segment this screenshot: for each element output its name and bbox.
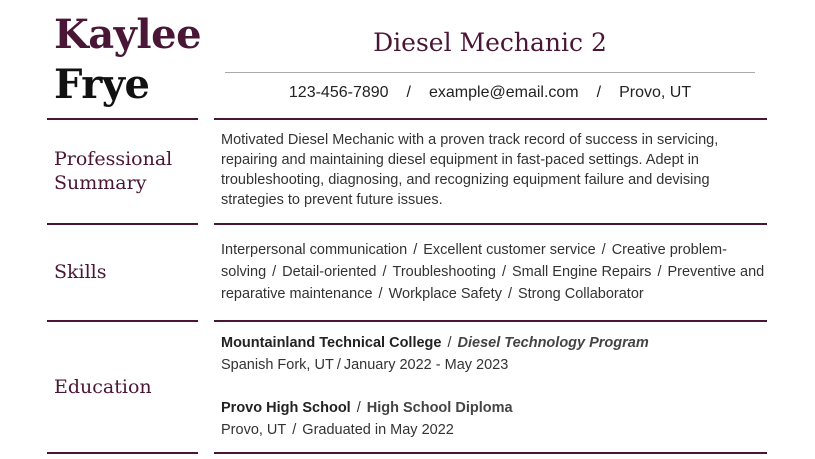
candidate-first-name: Kaylee bbox=[54, 11, 202, 58]
school-name: Provo High School bbox=[221, 400, 351, 416]
bottom-rule-left bbox=[47, 452, 198, 454]
school-name: Mountainland Technical College bbox=[221, 335, 442, 351]
summary-rule-right bbox=[214, 118, 767, 120]
contact-location: Provo, UT bbox=[619, 84, 692, 101]
education-entry-details: Spanish Fork, UT / January 2022 - May 2023 bbox=[221, 357, 509, 373]
education-entry-title: Mountainland Technical College / Diesel Technology Program bbox=[221, 335, 649, 351]
skills-rule-right bbox=[214, 223, 767, 225]
contact-separator: / bbox=[596, 84, 602, 101]
education-dates: Graduated in May 2022 bbox=[302, 422, 454, 438]
contact-email: example@email.com bbox=[429, 84, 579, 101]
skill-item: Workplace Safety bbox=[388, 286, 502, 302]
skill-item: Troubleshooting bbox=[392, 264, 496, 280]
program-name: High School Diploma bbox=[366, 400, 513, 416]
skill-item: Interpersonal communication bbox=[221, 242, 408, 258]
summary-text: Motivated Diesel Mechanic with a proven track record of success in servicing, repairing and maintaining diesel equipment in fast-paced settings. Adept in troubleshooting, diagnosing, and recognizing equipment failure and devising strategies to prevent future issues. bbox=[221, 132, 719, 208]
skill-item: Excellent customer service bbox=[423, 242, 596, 258]
summary-heading-line1: Professional bbox=[54, 148, 173, 170]
skill-item: Creative problem-solving bbox=[221, 242, 727, 280]
candidate-last-name: Frye bbox=[54, 61, 150, 108]
summary-rule-left bbox=[47, 118, 198, 120]
contact-line bbox=[225, 84, 755, 102]
summary-heading-line2: Summary bbox=[54, 172, 147, 194]
program-name: Diesel Technology Program bbox=[457, 335, 649, 351]
skill-item: Strong Collaborator bbox=[517, 286, 644, 302]
contact-phone: 123-456-7890 bbox=[288, 84, 389, 101]
skill-item: Small Engine Repairs bbox=[512, 264, 652, 280]
skills-heading: Skills bbox=[54, 261, 107, 283]
summary-heading bbox=[54, 147, 172, 195]
education-rule-right bbox=[214, 320, 767, 322]
title-divider bbox=[225, 72, 755, 73]
school-location: Spanish Fork, UT bbox=[221, 357, 334, 373]
job-title: Diesel Mechanic 2 bbox=[373, 28, 607, 57]
education-entry bbox=[221, 397, 766, 441]
education-entry-details: Provo, UT / Graduated in May 2022 bbox=[221, 422, 454, 438]
skill-item: Detail-oriented bbox=[282, 264, 377, 280]
contact-separator: / bbox=[406, 84, 411, 101]
skill-item: Preventive and reparative maintenance bbox=[221, 264, 765, 302]
education-entry-title: Provo High School / High School Diploma bbox=[221, 400, 513, 416]
education-entry bbox=[221, 332, 766, 376]
education-dates: January 2022 - May 2023 bbox=[343, 357, 509, 373]
skills-list: Interpersonal communication / Excellent customer service / Creative problem-solving / Detail-oriented / Troubleshooting / Small Engine Repairs / Preventive and reparative maintenance / Workplace Safety / Strong Collaborator bbox=[221, 242, 765, 302]
bottom-rule-right bbox=[214, 452, 767, 454]
school-location: Provo, UT bbox=[221, 422, 287, 438]
education-rule-left bbox=[47, 320, 198, 322]
education-heading: Education bbox=[54, 376, 152, 398]
skills-rule-left bbox=[47, 223, 198, 225]
